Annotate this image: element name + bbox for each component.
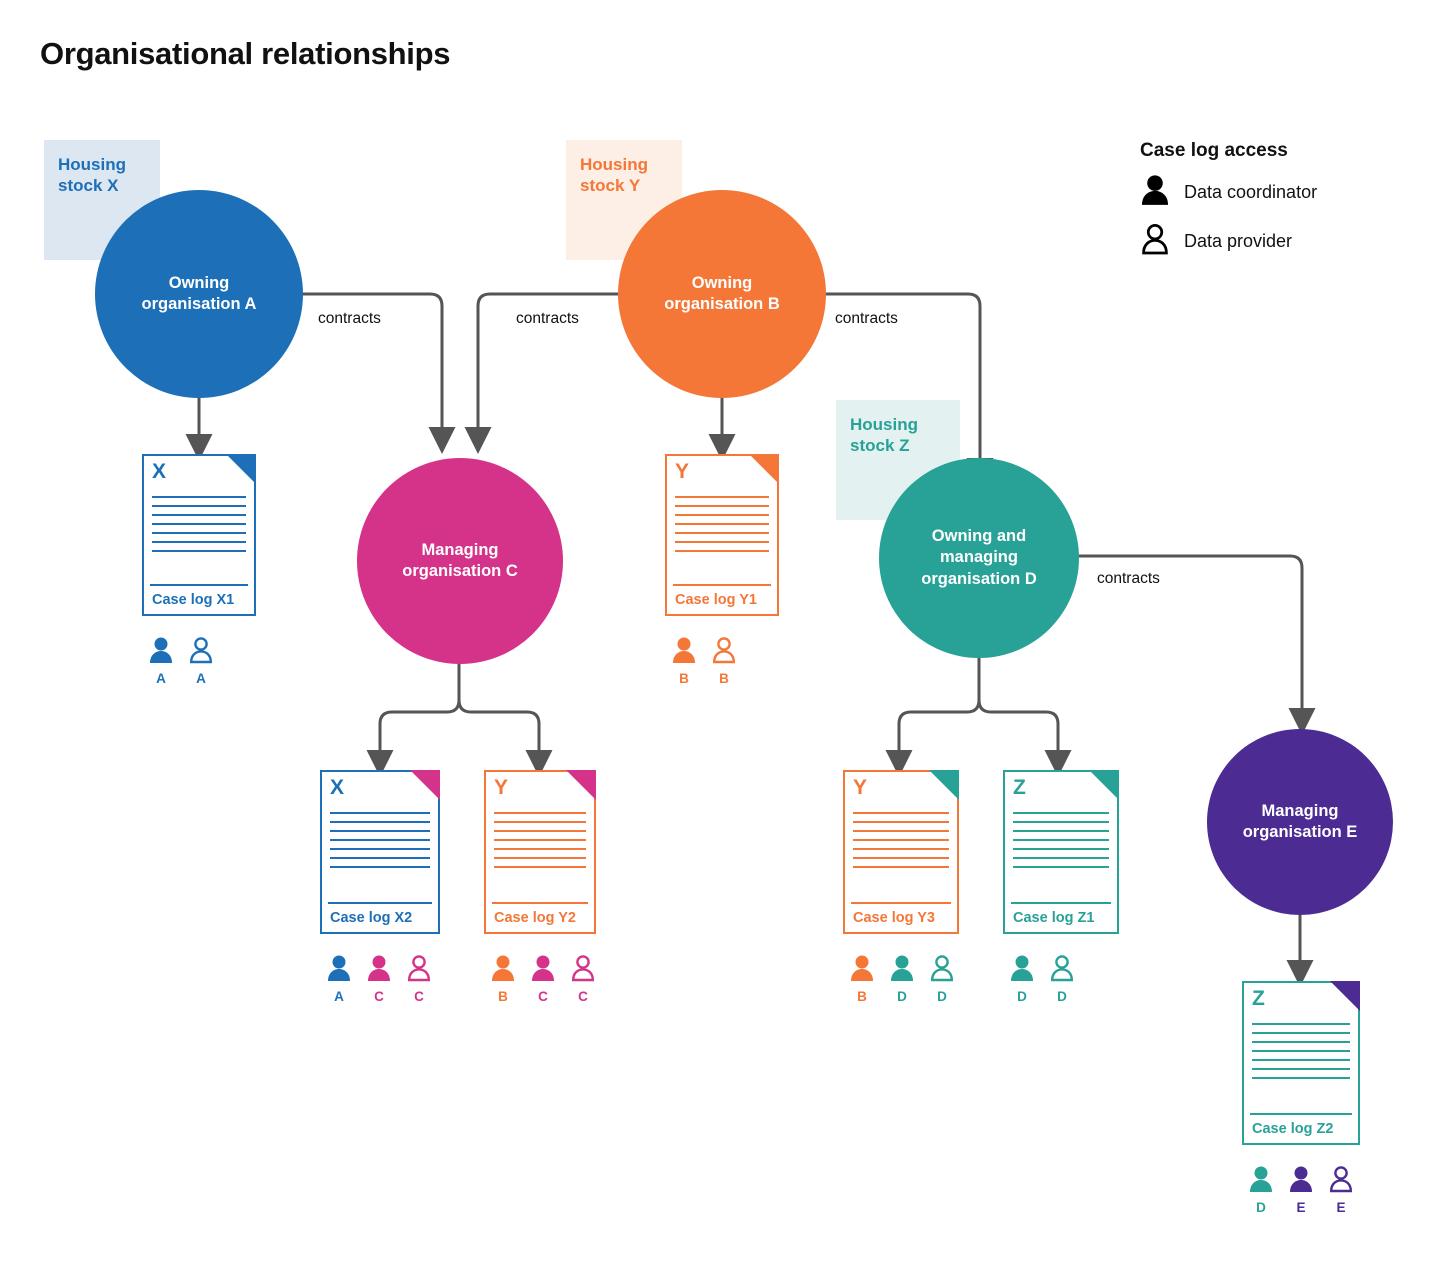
access-label: D bbox=[1057, 989, 1067, 1004]
case-log-y2-lines bbox=[494, 812, 586, 900]
case-log-y1-access bbox=[669, 636, 739, 686]
org-c-node[interactable] bbox=[357, 458, 563, 664]
org-d-label: Owning and managing organisation D bbox=[921, 526, 1037, 588]
case-log-y1-caption: Case log Y1 bbox=[675, 592, 757, 608]
org-a-label: Owning organisation A bbox=[141, 273, 257, 313]
case-log-y3-letter: Y bbox=[853, 776, 868, 799]
case-log-y1-lines bbox=[675, 496, 769, 582]
access-label: A bbox=[196, 671, 206, 686]
case-log-z1-lines bbox=[1013, 812, 1109, 900]
access-label: B bbox=[679, 671, 689, 686]
case-log-y3-divider bbox=[851, 902, 951, 904]
case-log-y3-lines bbox=[853, 812, 949, 900]
case-log-y3-caption: Case log Y3 bbox=[853, 910, 935, 926]
edge-a-c-label: contracts bbox=[318, 310, 381, 327]
case-log-x2-access bbox=[324, 954, 434, 1004]
person-outline-icon bbox=[1140, 223, 1170, 260]
case-log-z2-divider bbox=[1250, 1113, 1352, 1115]
access-label: B bbox=[719, 671, 729, 686]
case-log-y2[interactable] bbox=[484, 770, 596, 934]
case-log-x1[interactable] bbox=[142, 454, 256, 616]
case-log-x2[interactable] bbox=[320, 770, 440, 934]
access-label: B bbox=[498, 989, 508, 1004]
case-log-x2-letter: X bbox=[330, 776, 345, 799]
access-label: A bbox=[334, 989, 344, 1004]
case-log-z1-letter: Z bbox=[1013, 776, 1026, 799]
person-filled-icon bbox=[1140, 174, 1170, 211]
case-log-z2-caption: Case log Z2 bbox=[1252, 1121, 1334, 1137]
case-log-x2-lines bbox=[330, 812, 430, 900]
access-label: D bbox=[1256, 1200, 1266, 1215]
legend-row-coordinator bbox=[1140, 174, 1400, 211]
housing-stock-x-label: Housing stock X bbox=[58, 155, 126, 196]
edge-d-e-label: contracts bbox=[1097, 570, 1160, 587]
case-log-y2-letter: Y bbox=[494, 776, 509, 799]
case-log-y2-divider bbox=[492, 902, 588, 904]
case-log-x1-access bbox=[146, 636, 216, 686]
access-label: C bbox=[578, 989, 588, 1004]
case-log-x1-divider bbox=[150, 584, 248, 586]
person-coordinator-icon bbox=[669, 636, 699, 686]
housing-stock-z-label: Housing stock Z bbox=[850, 415, 918, 456]
person-coordinator-icon bbox=[1286, 1165, 1316, 1215]
case-log-z1[interactable] bbox=[1003, 770, 1119, 934]
case-log-x1-caption: Case log X1 bbox=[152, 592, 235, 608]
case-log-z1-access bbox=[1007, 954, 1077, 1004]
case-log-y3[interactable] bbox=[843, 770, 959, 934]
case-log-y1-letter: Y bbox=[675, 460, 690, 483]
legend-title: Case log access bbox=[1140, 140, 1288, 161]
person-coordinator-icon bbox=[364, 954, 394, 1004]
case-log-x2-caption: Case log X2 bbox=[330, 910, 413, 926]
case-log-x1-letter: X bbox=[152, 460, 167, 483]
org-b-node[interactable] bbox=[618, 190, 826, 398]
person-coordinator-icon bbox=[324, 954, 354, 1004]
org-d-node[interactable] bbox=[879, 458, 1079, 658]
legend bbox=[1140, 140, 1400, 272]
person-provider-icon bbox=[186, 636, 216, 686]
legend-row-provider bbox=[1140, 223, 1400, 260]
page-title: Organisational relationships bbox=[40, 36, 451, 71]
org-a-node[interactable] bbox=[95, 190, 303, 398]
case-log-x2-divider bbox=[328, 902, 432, 904]
person-coordinator-icon bbox=[887, 954, 917, 1004]
case-log-z2-letter: Z bbox=[1252, 987, 1265, 1010]
case-log-y1[interactable] bbox=[665, 454, 779, 616]
case-log-z1-divider bbox=[1011, 902, 1111, 904]
housing-stock-y-label: Housing stock Y bbox=[580, 155, 648, 196]
org-b-label: Owning organisation B bbox=[664, 273, 780, 313]
access-label: D bbox=[937, 989, 947, 1004]
org-e-label: Managing organisation E bbox=[1242, 801, 1358, 841]
case-log-z2-lines bbox=[1252, 1023, 1350, 1111]
access-label: A bbox=[156, 671, 166, 686]
person-coordinator-icon bbox=[1246, 1165, 1276, 1215]
access-label: C bbox=[538, 989, 548, 1004]
case-log-y3-access bbox=[847, 954, 957, 1004]
person-provider-icon bbox=[1326, 1165, 1356, 1215]
person-coordinator-icon bbox=[528, 954, 558, 1004]
case-log-y1-divider bbox=[673, 584, 771, 586]
legend-label-coordinator: Data coordinator bbox=[1184, 182, 1318, 202]
org-e-node[interactable] bbox=[1207, 729, 1393, 915]
person-provider-icon bbox=[404, 954, 434, 1004]
edge-b-c-label: contracts bbox=[516, 310, 579, 327]
case-log-z2-access bbox=[1246, 1165, 1356, 1215]
access-label: C bbox=[374, 989, 384, 1004]
case-log-y2-access bbox=[488, 954, 598, 1004]
person-provider-icon bbox=[568, 954, 598, 1004]
org-c-label: Managing organisation C bbox=[402, 540, 518, 580]
access-label: D bbox=[897, 989, 907, 1004]
legend-label-provider: Data provider bbox=[1184, 231, 1293, 251]
person-coordinator-icon bbox=[146, 636, 176, 686]
access-label: E bbox=[1336, 1200, 1346, 1215]
case-log-x1-lines bbox=[152, 496, 246, 582]
case-log-z1-caption: Case log Z1 bbox=[1013, 910, 1095, 926]
person-coordinator-icon bbox=[488, 954, 518, 1004]
case-log-z2[interactable] bbox=[1242, 981, 1360, 1145]
person-coordinator-icon bbox=[847, 954, 877, 1004]
access-label: C bbox=[414, 989, 424, 1004]
access-label: E bbox=[1296, 1200, 1306, 1215]
access-label: D bbox=[1017, 989, 1027, 1004]
case-log-y2-caption: Case log Y2 bbox=[494, 910, 576, 926]
person-provider-icon bbox=[1047, 954, 1077, 1004]
person-provider-icon bbox=[927, 954, 957, 1004]
person-coordinator-icon bbox=[1007, 954, 1037, 1004]
person-provider-icon bbox=[709, 636, 739, 686]
access-label: B bbox=[857, 989, 867, 1004]
edge-b-d-label: contracts bbox=[835, 310, 898, 327]
